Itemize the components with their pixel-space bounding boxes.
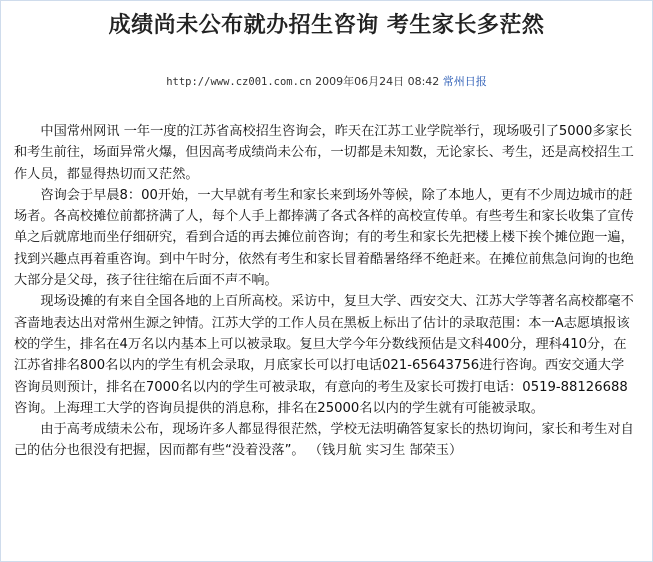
paragraph-1: 中国常州网讯 一年一度的江苏省高校招生咨询会，昨天在江苏工业学院举行，现场吸引了5000多家长和考生前往，场面异常火爆，但因高考成绩尚未公布，一切都是未知数，无论家长、考生，还是高校招生工作人员，都显得热切而又茫然。 [14, 124, 634, 182]
article-title: 成绩尚未公布就办招生咨询 考生家长多茫然 [108, 12, 545, 38]
paragraph-3: 现场设摊的有来自全国各地的上百所高校。采访中，复旦大学、西安交大、江苏大学等著名高校都毫不吝啬地表达出对常州生源之钟情。江苏大学的工作人员在黑板上标出了估计的录取范围：本一A志愿填报该校的学生，排名在4万名以内基本上可以被录取。复旦大学今年分数线预估是文科400分，理科410分，在江苏省排名800名以内的学生有机会录取，月底家长可以打电话021-65643756进行咨询。西安交通大学咨询员则预计，排名在7000名以内的学生可被录取，有意向的考生及家长可拨打电话：0519-88126688咨询。上海理工大学的咨询员提供的消息称，排名在25000名以内的学生就有可能被录取。 [14, 294, 634, 416]
publish-datetime: 2009年06月24日 08:42 [315, 75, 440, 88]
article-body [14, 121, 636, 462]
article-meta [0, 73, 653, 89]
source-url: http://www.cz001.com.cn [166, 76, 312, 88]
paragraph-2: 咨询会于早晨8：00开始，一大早就有考生和家长来到场外等候，除了本地人，更有不少周边城市的赶场者。各高校摊位前都挤满了人，每个人手上都捧满了各式各样的高校宣传单。有些考生和家长收集了宣传单之后就席地而坐仔细研究，看到合适的再去摊位前咨询；有的考生和家长先把楼上楼下挨个摊位跑一遍，找到兴趣点再着重咨询。到中午时分，依然有考生和家长冒着酷暑络绎不绝赶来。在摊位前焦急问询的也绝大部分是父母，孩子往往缩在后面不声不响。 [14, 187, 634, 289]
paragraph-4: 由于高考成绩未公布，现场许多人都显得很茫然，学校无法明确答复家长的热切询问，家长和考生对自己的估分也很没有把握，因而都有些“没着没落”。 （钱月航 实习生 郜荣玉） [14, 422, 634, 459]
source-link[interactable]: 常州日报 [442, 75, 487, 88]
